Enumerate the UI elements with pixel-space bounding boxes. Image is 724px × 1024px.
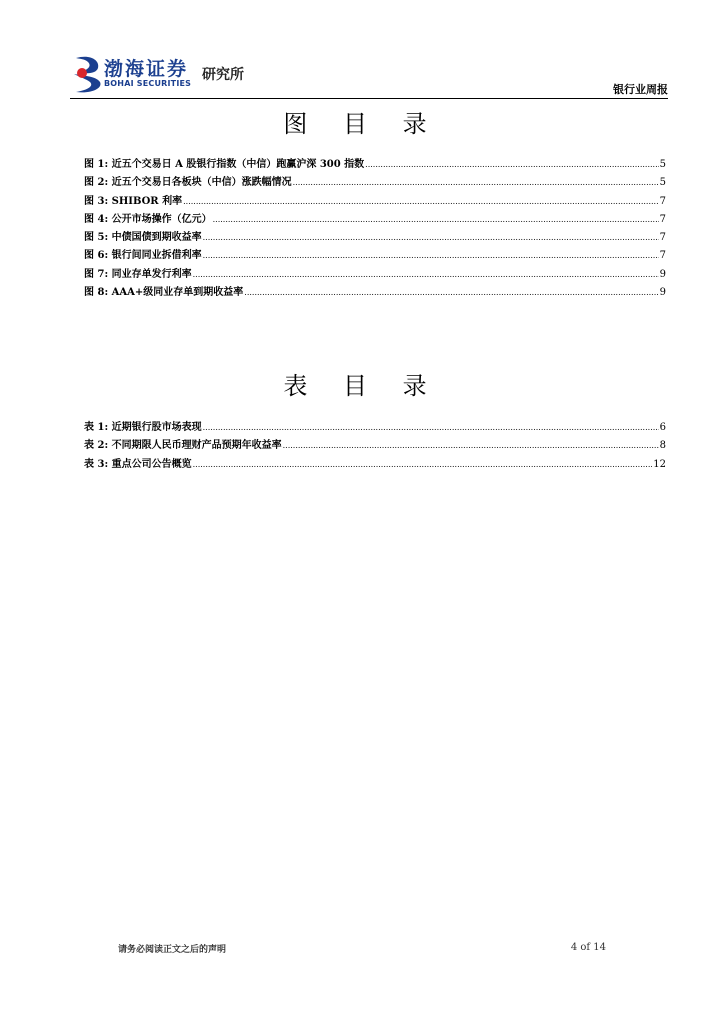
toc-entry-page: 9 [659, 287, 666, 299]
toc-leader-dots [244, 288, 658, 297]
toc-entry-label: 图 6: 银行间同业拆借利率 [84, 250, 202, 262]
toc-entry-page: 7 [659, 250, 666, 262]
toc-leader-dots [213, 215, 659, 224]
page-number: 4 of 14 [570, 942, 606, 953]
logo-chinese-name: 渤海证券 [104, 58, 189, 80]
toc-entry[interactable] [84, 436, 666, 454]
toc-entry-page: 8 [659, 440, 666, 452]
toc-entry-label: 图 4: 公开市场操作（亿元） [84, 213, 212, 225]
toc-entry-label: 表 1: 近期银行股市场表现 [84, 422, 202, 433]
toc-entry-page: 7 [659, 213, 666, 225]
tables-toc-title: 表 目 录 [283, 372, 441, 400]
toc-leader-dots [183, 197, 659, 206]
toc-entry-label: 图 8: AAA+级同业存单到期收益率 [84, 287, 244, 299]
toc-leader-dots [365, 160, 658, 169]
toc-entry-page: 9 [659, 268, 666, 280]
toc-entry-page: 7 [659, 195, 666, 207]
toc-entry[interactable] [84, 455, 666, 473]
toc-entry-label: 表 2: 不同期限人民币理财产品预期年收益率 [84, 440, 282, 452]
toc-entry[interactable] [84, 192, 666, 210]
footer-disclaimer: 请务必阅读正文之后的声明 [118, 945, 227, 955]
toc-entry[interactable] [84, 210, 666, 228]
figures-toc [84, 155, 666, 301]
logo-english-name: BOHAI SECURITIES [104, 79, 192, 88]
report-type: 银行业周报 [613, 83, 668, 96]
institute-name: 研究所 [202, 67, 244, 83]
toc-entry-label: 表 3: 重点公司公告概览 [84, 458, 192, 470]
figures-toc-title: 图 目 录 [283, 110, 441, 138]
toc-entry-page: 12 [653, 458, 666, 470]
toc-entry-page: 6 [659, 422, 666, 433]
toc-entry-page: 5 [659, 177, 666, 189]
bohai-logo-icon [70, 54, 104, 94]
toc-leader-dots [293, 178, 659, 187]
tables-toc [84, 418, 666, 473]
toc-entry-label: 图 7: 同业存单发行利率 [84, 268, 192, 280]
header-divider [70, 98, 668, 99]
toc-entry-label: 图 1: 近五个交易日 A 股银行指数（中信）跑赢沪深 300 指数 [84, 159, 365, 170]
toc-leader-dots [283, 441, 659, 450]
toc-entry[interactable] [84, 283, 666, 301]
toc-entry[interactable] [84, 265, 666, 283]
toc-entry[interactable] [84, 246, 666, 264]
toc-leader-dots [203, 233, 659, 242]
toc-entry-page: 5 [659, 159, 666, 170]
toc-entry-label: 图 2: 近五个交易日各板块（中信）涨跌幅情况 [84, 177, 292, 189]
toc-entry-page: 7 [659, 232, 666, 244]
toc-leader-dots [203, 423, 659, 432]
toc-entry[interactable] [84, 173, 666, 191]
toc-entry[interactable] [84, 418, 666, 436]
page-header [70, 52, 668, 100]
toc-entry[interactable] [84, 228, 666, 246]
toc-entry[interactable] [84, 155, 666, 173]
toc-leader-dots [193, 270, 659, 279]
toc-leader-dots [203, 251, 659, 260]
toc-entry-label: 图 5: 中债国债到期收益率 [84, 232, 202, 244]
toc-entry-label: 图 3: SHIBOR 利率 [84, 195, 183, 207]
toc-leader-dots [193, 460, 653, 469]
bohai-logo [70, 54, 310, 96]
